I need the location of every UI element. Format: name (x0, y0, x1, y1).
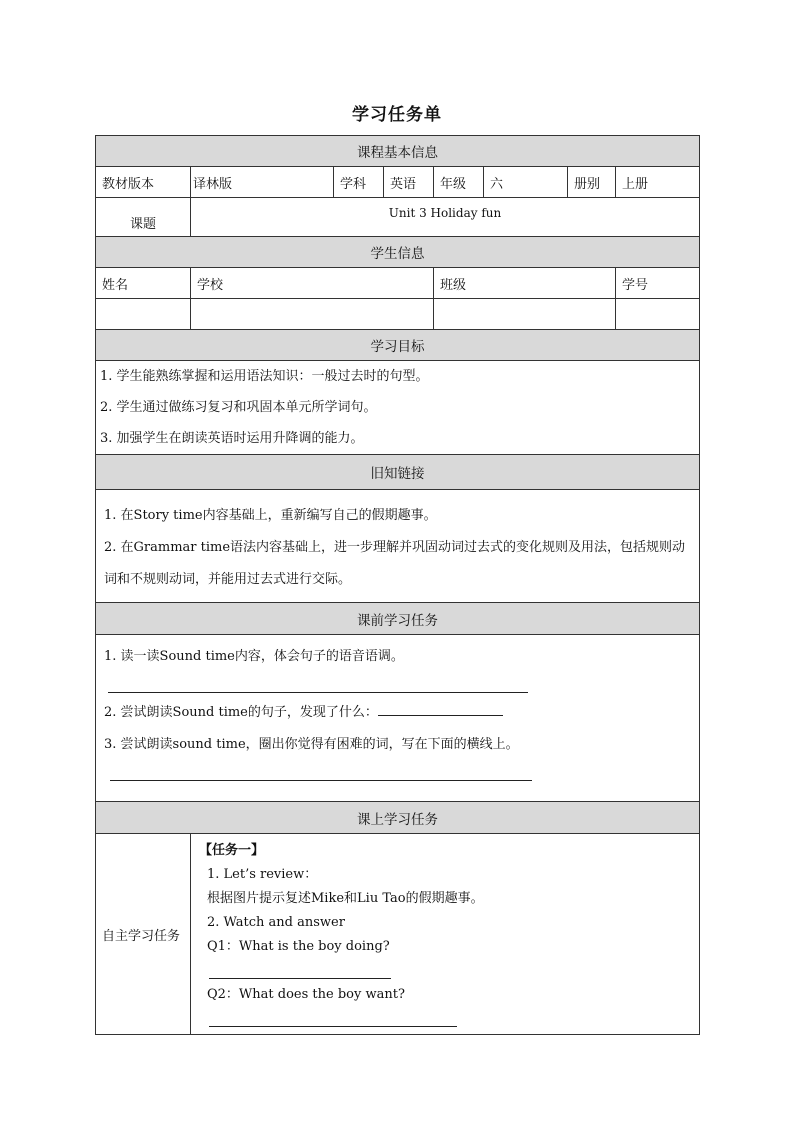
question-2: Q2：What does the boy want? (207, 987, 405, 1002)
subject-label: 学科 (334, 167, 384, 198)
objectives-header: 学习目标 (96, 330, 700, 361)
question-1: Q1：What is the boy doing? (207, 939, 390, 954)
pre-class-header: 课前学习任务 (96, 603, 700, 635)
student-info-blank-row (96, 299, 700, 330)
pre-class-item (104, 699, 693, 727)
objective-item: 1. 学生能熟练掌握和运用语法知识：一般过去时的句型。 (100, 369, 429, 384)
textbook-value: 译林版 (191, 167, 334, 198)
volume-label: 册别 (568, 167, 616, 198)
student-info-header: 学生信息 (96, 237, 700, 268)
pre-class-item: 3. 尝试朗读sound time，圈出你觉得有困难的词，写在下面的横线上。 (104, 737, 519, 752)
grade-label: 年级 (434, 167, 484, 198)
q1-answer-line[interactable] (199, 959, 691, 983)
prior-knowledge-item: 1. 在Story time内容基础上，重新编写自己的假期趣事。 (104, 508, 437, 523)
subject-value: 英语 (384, 167, 434, 198)
student-info-label-row (96, 268, 700, 299)
topic-label: 课题 (96, 198, 191, 237)
task-sheet-table (95, 135, 700, 1035)
objectives-header-row (96, 330, 700, 361)
id-label: 学号 (616, 268, 700, 299)
answer-blank[interactable] (378, 705, 503, 716)
school-blank[interactable] (191, 299, 434, 330)
objectives-row (96, 361, 700, 455)
watch-title: 2. Watch and answer (207, 915, 345, 930)
task1-title: 【任务一】 (199, 843, 265, 858)
name-label: 姓名 (96, 268, 191, 299)
in-class-header-row (96, 802, 700, 834)
in-class-header: 课上学习任务 (96, 802, 700, 834)
self-study-label: 自主学习任务 (96, 834, 191, 1035)
prior-knowledge-row (96, 490, 700, 603)
course-info-header: 课程基本信息 (96, 136, 700, 167)
in-class-row (96, 834, 700, 1035)
pre-class-item-text: 2. 尝试朗读Sound time的句子，发现了什么： (104, 705, 378, 720)
prior-knowledge-header-row (96, 455, 700, 490)
pre-class-header-row (96, 603, 700, 635)
course-info-row (96, 167, 700, 198)
class-blank[interactable] (434, 299, 616, 330)
page-title: 学习任务单 (352, 105, 442, 125)
review-desc: 根据图片提示复述Mike和Liu Tao的假期趣事。 (207, 891, 484, 906)
student-info-header-row (96, 237, 700, 268)
answer-line[interactable] (104, 671, 693, 699)
id-blank[interactable] (616, 299, 700, 330)
volume-value: 上册 (616, 167, 700, 198)
name-blank[interactable] (96, 299, 191, 330)
class-label: 班级 (434, 268, 616, 299)
textbook-label: 教材版本 (96, 167, 191, 198)
pre-class-item: 1. 读一读Sound time内容，体会句子的语音语调。 (104, 649, 404, 664)
objective-item: 3. 加强学生在朗读英语时运用升降调的能力。 (100, 431, 364, 446)
prior-knowledge-header: 旧知链接 (96, 455, 700, 490)
grade-value: 六 (484, 167, 568, 198)
school-label: 学校 (191, 268, 434, 299)
objective-item: 2. 学生通过做练习复习和巩固本单元所学词句。 (100, 400, 377, 415)
topic-value: Unit 3 Holiday fun (191, 198, 700, 237)
answer-line[interactable] (104, 759, 693, 787)
review-title: 1. Let’s review： (207, 867, 318, 882)
topic-row (96, 198, 700, 237)
q2-answer-line[interactable] (199, 1007, 691, 1031)
course-info-header-row (96, 136, 700, 167)
prior-knowledge-item: 2. 在Grammar time语法内容基础上，进一步理解并巩固动词过去式的变化规则及用法，包括规则动词和不规则动词，并能用过去式进行交际。 (104, 540, 686, 587)
pre-class-row (96, 635, 700, 802)
